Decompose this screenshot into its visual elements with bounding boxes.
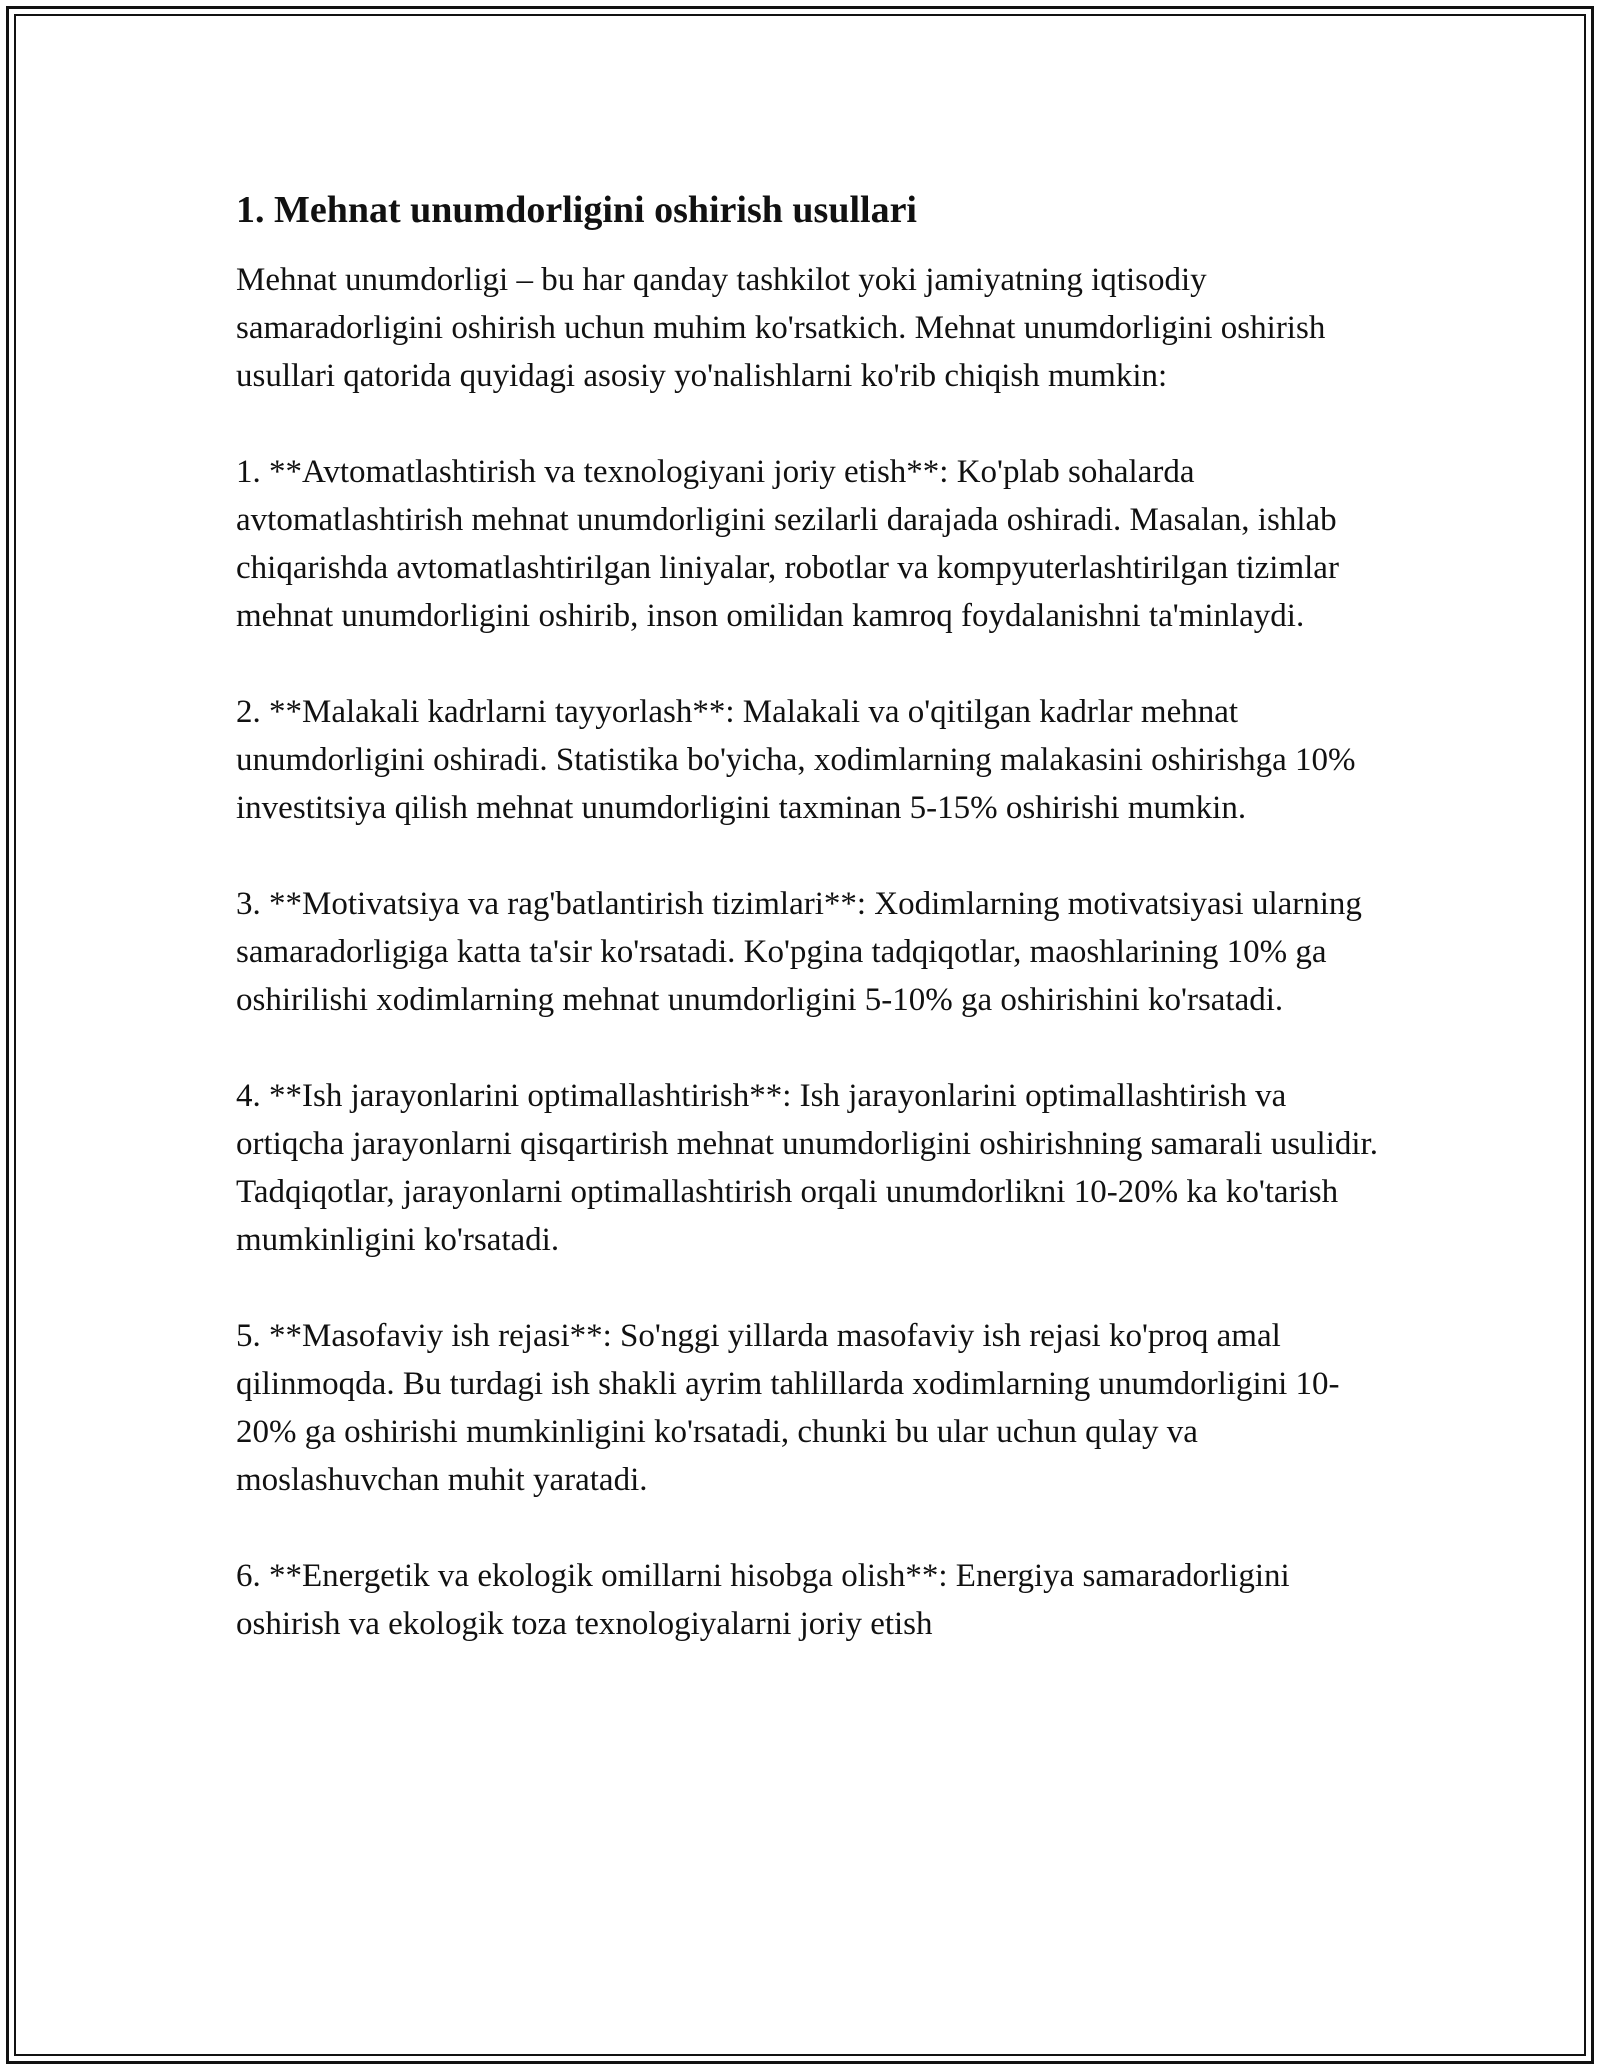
list-item-1: 1. **Avtomatlashtirish va texnologiyani joriy etish**: Ko'plab sohalarda avtomatlashtirish mehnat unumdorligini sezilarli darajada oshiradi. Masalan, ishlab chiqarishda avtomatlashtirilgan liniyalar, robotlar va kompyuterlashtirilgan tizimlar mehnat unumdorligini oshirib, inson omilidan kamroq foydalanishni ta'minlaydi. — [236, 454, 1339, 634]
intro-paragraph: Mehnat unumdorligi – bu har qanday tashkilot yoki jamiyatning iqtisodiy samaradorligini oshirish uchun muhim ko'rsatkich. Mehnat unumdorligini oshirish usullari qatorida quyidagi asosiy yo'nalishlarni ko'rib chiqish mumkin: — [236, 262, 1326, 394]
list-item-4: 4. **Ish jarayonlarini optimallashtirish**: Ish jarayonlarini optimallashtirish va ortiqcha jarayonlarni qisqartirish mehnat unumdorligini oshirishning samarali usulidir. Tadqiqotlar, jarayonlarni optimallashtirish orqali unumdorlikni 10-20% ka ko'tarish mumkinligini ko'rsatadi. — [236, 1078, 1378, 1258]
list-item-5: 5. **Masofaviy ish rejasi**: So'nggi yillarda masofaviy ish rejasi ko'proq amal qilinmoqda. Bu turdagi ish shakli ayrim tahlillarda xodimlarning unumdorligini 10-20% ga oshirishi mumkinligini ko'rsatadi, chunki bu ular uchun qulay va moslashuvchan muhit yaratadi. — [236, 1318, 1340, 1498]
list-item-3: 3. **Motivatsiya va rag'batlantirish tizimlari**: Xodimlarning motivatsiyasi ularning samaradorligiga katta ta'sir ko'rsatadi. Ko'pgina tadqiqotlar, maoshlarining 10% ga oshirilishi xodimlarning mehnat unumdorligini 5-10% ga oshirishini ko'rsatadi. — [236, 886, 1362, 1018]
document-body — [236, 186, 1386, 1696]
list-item-6: 6. **Energetik va ekologik omillarni hisobga olish**: Energiya samaradorligini oshirish va ekologik toza texnologiyalarni joriy etish — [236, 1558, 1290, 1642]
list-item-2: 2. **Malakali kadrlarni tayyorlash**: Malakali va o'qitilgan kadrlar mehnat unumdorligini oshiradi. Statistika bo'yicha, xodimlarning malakasini oshirishga 10% investitsiya qilish mehnat unumdorligini taxminan 5-15% oshirishi mumkin. — [236, 694, 1356, 826]
section-heading: 1. Mehnat unumdorligini oshirish usullari — [236, 189, 917, 231]
